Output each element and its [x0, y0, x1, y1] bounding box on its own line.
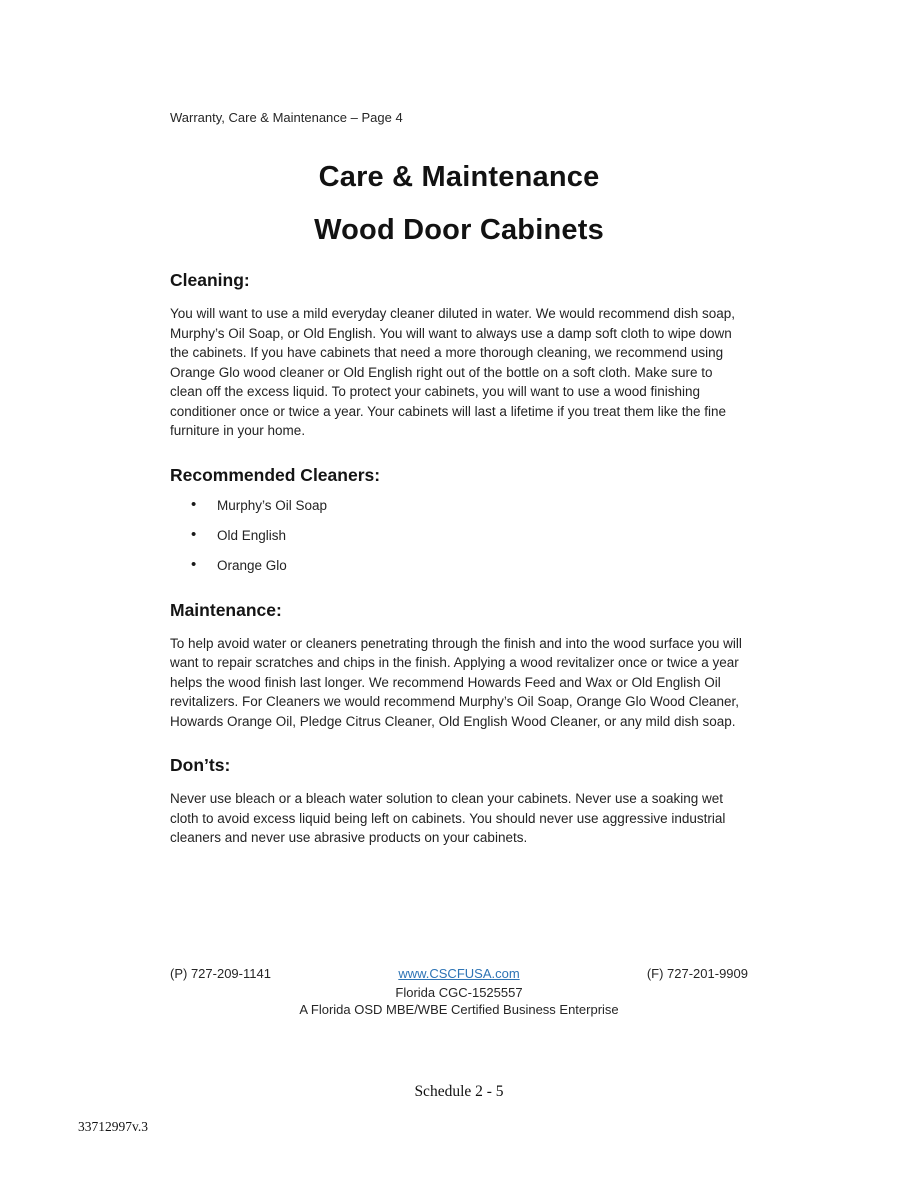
website-link[interactable]: www.CSCFUSA.com — [398, 966, 520, 981]
document-title-line1: Care & Maintenance — [318, 161, 600, 193]
phone-number: (P) 727-209-1141 — [170, 966, 271, 981]
license-number: Florida CGC-1525557 — [395, 985, 523, 1000]
maintenance-section-body: To help avoid water or cleaners penetrating through the finish and into the wood surface you will want to repair scratches and chips in the finish. Applying a wood revitalizer once or twice a year helps the wood finish last longer. We recommend Howards Feed and Wax or Old English Oil revitalizers. For Cleaners we would recommend Murphy’s Oil Soap, Orange Glo Wood Cleaner, Howards Orange Oil, Pledge Citrus Cleaner, Old English Wood Cleaner, or any mild dish soap. — [170, 635, 742, 729]
cleaning-section-heading: Cleaning: — [170, 270, 250, 290]
fax-number: (F) 727-201-9909 — [646, 966, 748, 981]
certification-line: A Florida OSD MBE/WBE Certified Business Enterprise — [299, 1002, 619, 1017]
cleaning-section-body: You will want to use a mild everyday cleaner diluted in water. We would recommend dish soap, Murphy’s Oil Soap, or Old English. You will want to always use a damp soft cloth to wipe down the cabinets. If you have cabinets that need a more thorough cleaning, we recommend using Orange Glo wood cleaner or Old English right out of the bottle on a soft cloth. Make sure to clean off the excess liquid. To protect your cabinets, you will want to use a wood finishing conditioner once or twice a year. Your cabinets will last a lifetime if you treat them like the fine furniture in your home. — [170, 306, 736, 438]
document-number: 33712997v.3 — [78, 1119, 148, 1134]
page-header-line: Warranty, Care & Maintenance – Page 4 — [170, 110, 403, 125]
contact-row — [170, 966, 748, 984]
list-item: • Orange Glo — [170, 556, 748, 576]
list-item: • Murphy’s Oil Soap — [170, 496, 748, 516]
maintenance-section-heading: Maintenance: — [170, 599, 282, 620]
recommended-cleaners-heading: Recommended Cleaners: — [170, 464, 381, 485]
document-title-line2: Wood Door Cabinets — [314, 214, 604, 246]
contact-footer — [170, 966, 748, 1018]
document-content — [170, 0, 748, 848]
list-item: • Old English — [170, 526, 748, 546]
schedule-label: Schedule 2 - 5 — [414, 1083, 504, 1100]
donts-section-body: Never use bleach or a bleach water solution to clean your cabinets. Never use a soaking wet cloth to avoid excess liquid being left on cabinets. You should never use aggressive industrial cleaners and never use abrasive products on your cabinets. — [170, 791, 726, 845]
recommended-cleaners-list — [170, 496, 748, 576]
donts-section-heading: Don’ts: — [170, 755, 231, 775]
